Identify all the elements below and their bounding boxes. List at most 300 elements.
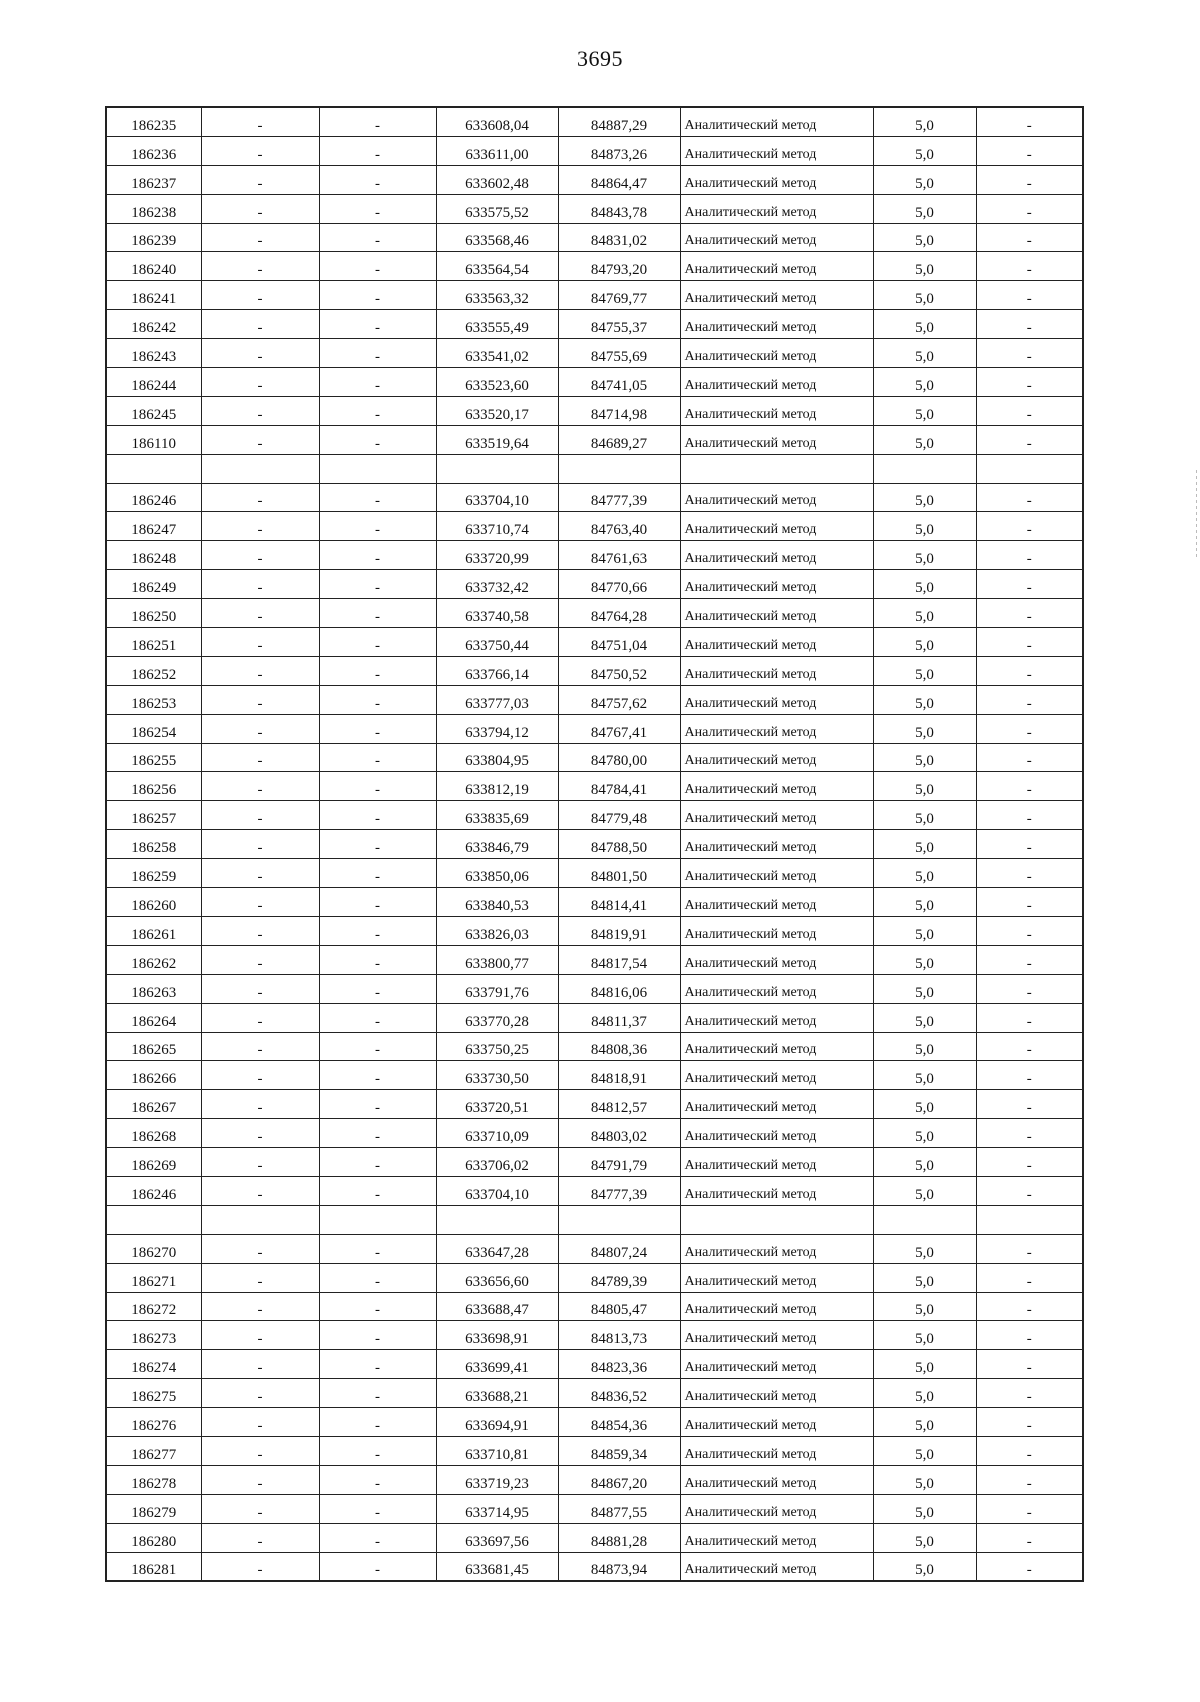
method-cell: Аналитический метод <box>680 801 873 830</box>
method-cell: Аналитический метод <box>680 107 873 136</box>
point-id-cell: 186243 <box>106 339 201 368</box>
method-cell: Аналитический метод <box>680 1263 873 1292</box>
dash-cell: - <box>201 483 319 512</box>
accuracy-cell: 5,0 <box>873 368 976 397</box>
empty-cell <box>976 454 1083 483</box>
dash-cell: - <box>976 1552 1083 1581</box>
point-id-cell: 186237 <box>106 165 201 194</box>
method-cell: Аналитический метод <box>680 1523 873 1552</box>
point-id-cell: 186265 <box>106 1032 201 1061</box>
point-id-cell: 186259 <box>106 859 201 888</box>
point-id-cell: 186275 <box>106 1379 201 1408</box>
dash-cell: - <box>201 1350 319 1379</box>
method-cell: Аналитический метод <box>680 1148 873 1177</box>
dash-cell: - <box>976 1061 1083 1090</box>
table-row <box>106 194 1083 223</box>
point-id-cell: 186252 <box>106 656 201 685</box>
table-row <box>106 1523 1083 1552</box>
dash-cell: - <box>319 945 436 974</box>
dash-cell: - <box>976 1119 1083 1148</box>
accuracy-cell: 5,0 <box>873 165 976 194</box>
point-id-cell: 186258 <box>106 830 201 859</box>
method-cell: Аналитический метод <box>680 541 873 570</box>
x-coordinate-cell: 633719,23 <box>436 1465 558 1494</box>
dash-cell: - <box>319 483 436 512</box>
accuracy-cell: 5,0 <box>873 339 976 368</box>
dash-cell: - <box>201 541 319 570</box>
dash-cell: - <box>319 541 436 570</box>
method-cell: Аналитический метод <box>680 859 873 888</box>
method-cell: Аналитический метод <box>680 223 873 252</box>
separator-row <box>106 1205 1083 1234</box>
dash-cell: - <box>319 888 436 917</box>
method-cell: Аналитический метод <box>680 281 873 310</box>
table-row <box>106 628 1083 657</box>
table-row <box>106 570 1083 599</box>
x-coordinate-cell: 633575,52 <box>436 194 558 223</box>
empty-cell <box>976 1205 1083 1234</box>
accuracy-cell: 5,0 <box>873 425 976 454</box>
dash-cell: - <box>319 1263 436 1292</box>
x-coordinate-cell: 633704,10 <box>436 483 558 512</box>
method-cell: Аналитический метод <box>680 1061 873 1090</box>
y-coordinate-cell: 84803,02 <box>558 1119 680 1148</box>
method-cell: Аналитический метод <box>680 136 873 165</box>
y-coordinate-cell: 84805,47 <box>558 1292 680 1321</box>
point-id-cell: 186247 <box>106 512 201 541</box>
table-row <box>106 830 1083 859</box>
dash-cell: - <box>319 1061 436 1090</box>
method-cell: Аналитический метод <box>680 1234 873 1263</box>
point-id-cell: 186271 <box>106 1263 201 1292</box>
dash-cell: - <box>201 368 319 397</box>
accuracy-cell: 5,0 <box>873 1350 976 1379</box>
empty-cell <box>436 1205 558 1234</box>
method-cell: Аналитический метод <box>680 339 873 368</box>
method-cell: Аналитический метод <box>680 165 873 194</box>
y-coordinate-cell: 84770,66 <box>558 570 680 599</box>
dash-cell: - <box>201 1119 319 1148</box>
table-row <box>106 1552 1083 1581</box>
dash-cell: - <box>976 281 1083 310</box>
accuracy-cell: 5,0 <box>873 1090 976 1119</box>
table-row <box>106 1032 1083 1061</box>
point-id-cell: 186280 <box>106 1523 201 1552</box>
x-coordinate-cell: 633732,42 <box>436 570 558 599</box>
y-coordinate-cell: 84791,79 <box>558 1148 680 1177</box>
y-coordinate-cell: 84793,20 <box>558 252 680 281</box>
dash-cell: - <box>201 223 319 252</box>
dash-cell: - <box>201 281 319 310</box>
dash-cell: - <box>201 656 319 685</box>
dash-cell: - <box>319 830 436 859</box>
point-id-cell: 186241 <box>106 281 201 310</box>
table-row <box>106 425 1083 454</box>
x-coordinate-cell: 633688,21 <box>436 1379 558 1408</box>
accuracy-cell: 5,0 <box>873 628 976 657</box>
x-coordinate-cell: 633804,95 <box>436 743 558 772</box>
dash-cell: - <box>319 1003 436 1032</box>
y-coordinate-cell: 84854,36 <box>558 1408 680 1437</box>
dash-cell: - <box>976 396 1083 425</box>
x-coordinate-cell: 633800,77 <box>436 945 558 974</box>
y-coordinate-cell: 84881,28 <box>558 1523 680 1552</box>
point-id-cell: 186268 <box>106 1119 201 1148</box>
empty-cell <box>106 454 201 483</box>
dash-cell: - <box>976 252 1083 281</box>
accuracy-cell: 5,0 <box>873 1465 976 1494</box>
y-coordinate-cell: 84812,57 <box>558 1090 680 1119</box>
table-row <box>106 165 1083 194</box>
table-row <box>106 281 1083 310</box>
y-coordinate-cell: 84859,34 <box>558 1436 680 1465</box>
table-row <box>106 1176 1083 1205</box>
method-cell: Аналитический метод <box>680 628 873 657</box>
table-row <box>106 801 1083 830</box>
dash-cell: - <box>319 107 436 136</box>
dash-cell: - <box>976 685 1083 714</box>
method-cell: Аналитический метод <box>680 368 873 397</box>
separator-row <box>106 454 1083 483</box>
dash-cell: - <box>976 656 1083 685</box>
x-coordinate-cell: 633523,60 <box>436 368 558 397</box>
table-row <box>106 599 1083 628</box>
table-row <box>106 136 1083 165</box>
dash-cell: - <box>319 974 436 1003</box>
x-coordinate-cell: 633777,03 <box>436 685 558 714</box>
point-id-cell: 186244 <box>106 368 201 397</box>
point-id-cell: 186267 <box>106 1090 201 1119</box>
dash-cell: - <box>319 685 436 714</box>
method-cell: Аналитический метод <box>680 1292 873 1321</box>
accuracy-cell: 5,0 <box>873 1176 976 1205</box>
accuracy-cell: 5,0 <box>873 1552 976 1581</box>
dash-cell: - <box>976 570 1083 599</box>
y-coordinate-cell: 84807,24 <box>558 1234 680 1263</box>
dash-cell: - <box>319 512 436 541</box>
point-id-cell: 186269 <box>106 1148 201 1177</box>
empty-cell <box>319 1205 436 1234</box>
dash-cell: - <box>319 714 436 743</box>
x-coordinate-cell: 633720,51 <box>436 1090 558 1119</box>
point-id-cell: 186264 <box>106 1003 201 1032</box>
dash-cell: - <box>976 194 1083 223</box>
dash-cell: - <box>976 223 1083 252</box>
dash-cell: - <box>201 945 319 974</box>
y-coordinate-cell: 84817,54 <box>558 945 680 974</box>
dash-cell: - <box>201 830 319 859</box>
dash-cell: - <box>976 1379 1083 1408</box>
y-coordinate-cell: 84811,37 <box>558 1003 680 1032</box>
dash-cell: - <box>319 1090 436 1119</box>
y-coordinate-cell: 84819,91 <box>558 916 680 945</box>
y-coordinate-cell: 84801,50 <box>558 859 680 888</box>
dash-cell: - <box>976 859 1083 888</box>
dash-cell: - <box>201 136 319 165</box>
y-coordinate-cell: 84750,52 <box>558 656 680 685</box>
x-coordinate-cell: 633704,10 <box>436 1176 558 1205</box>
x-coordinate-cell: 633555,49 <box>436 310 558 339</box>
dash-cell: - <box>976 1292 1083 1321</box>
dash-cell: - <box>201 599 319 628</box>
table-row <box>106 223 1083 252</box>
accuracy-cell: 5,0 <box>873 107 976 136</box>
method-cell: Аналитический метод <box>680 1379 873 1408</box>
dash-cell: - <box>319 339 436 368</box>
method-cell: Аналитический метод <box>680 945 873 974</box>
empty-cell <box>680 1205 873 1234</box>
accuracy-cell: 5,0 <box>873 310 976 339</box>
x-coordinate-cell: 633602,48 <box>436 165 558 194</box>
method-cell: Аналитический метод <box>680 1321 873 1350</box>
accuracy-cell: 5,0 <box>873 859 976 888</box>
method-cell: Аналитический метод <box>680 483 873 512</box>
dash-cell: - <box>201 888 319 917</box>
dash-cell: - <box>201 1292 319 1321</box>
dash-cell: - <box>976 1523 1083 1552</box>
table-row <box>106 1234 1083 1263</box>
accuracy-cell: 5,0 <box>873 599 976 628</box>
x-coordinate-cell: 633564,54 <box>436 252 558 281</box>
accuracy-cell: 5,0 <box>873 1148 976 1177</box>
dash-cell: - <box>201 772 319 801</box>
dash-cell: - <box>976 368 1083 397</box>
accuracy-cell: 5,0 <box>873 1523 976 1552</box>
method-cell: Аналитический метод <box>680 1552 873 1581</box>
accuracy-cell: 5,0 <box>873 1321 976 1350</box>
dash-cell: - <box>319 743 436 772</box>
dash-cell: - <box>319 1321 436 1350</box>
y-coordinate-cell: 84784,41 <box>558 772 680 801</box>
table-row <box>106 1148 1083 1177</box>
table-row <box>106 1292 1083 1321</box>
x-coordinate-cell: 633835,69 <box>436 801 558 830</box>
point-id-cell: 186255 <box>106 743 201 772</box>
dash-cell: - <box>976 1234 1083 1263</box>
x-coordinate-cell: 633794,12 <box>436 714 558 743</box>
x-coordinate-cell: 633826,03 <box>436 916 558 945</box>
point-id-cell: 186257 <box>106 801 201 830</box>
point-id-cell: 186274 <box>106 1350 201 1379</box>
point-id-cell: 186273 <box>106 1321 201 1350</box>
table-row <box>106 656 1083 685</box>
dash-cell: - <box>201 743 319 772</box>
empty-cell <box>201 1205 319 1234</box>
dash-cell: - <box>319 252 436 281</box>
dash-cell: - <box>976 1176 1083 1205</box>
accuracy-cell: 5,0 <box>873 888 976 917</box>
table-row <box>106 1119 1083 1148</box>
empty-cell <box>436 454 558 483</box>
table-row <box>106 1436 1083 1465</box>
empty-cell <box>558 1205 680 1234</box>
dash-cell: - <box>976 1408 1083 1437</box>
dash-cell: - <box>201 107 319 136</box>
dash-cell: - <box>201 1148 319 1177</box>
method-cell: Аналитический метод <box>680 1350 873 1379</box>
table-row <box>106 1321 1083 1350</box>
dash-cell: - <box>201 1465 319 1494</box>
dash-cell: - <box>319 570 436 599</box>
dash-cell: - <box>201 1003 319 1032</box>
table-row <box>106 685 1083 714</box>
y-coordinate-cell: 84789,39 <box>558 1263 680 1292</box>
x-coordinate-cell: 633850,06 <box>436 859 558 888</box>
dash-cell: - <box>319 396 436 425</box>
dash-cell: - <box>201 339 319 368</box>
x-coordinate-cell: 633710,09 <box>436 1119 558 1148</box>
dash-cell: - <box>976 136 1083 165</box>
dash-cell: - <box>319 1379 436 1408</box>
method-cell: Аналитический метод <box>680 974 873 1003</box>
method-cell: Аналитический метод <box>680 916 873 945</box>
method-cell: Аналитический метод <box>680 1465 873 1494</box>
dash-cell: - <box>201 859 319 888</box>
empty-cell <box>319 454 436 483</box>
dash-cell: - <box>319 281 436 310</box>
dash-cell: - <box>976 599 1083 628</box>
dash-cell: - <box>319 1032 436 1061</box>
table-row <box>106 107 1083 136</box>
method-cell: Аналитический метод <box>680 1003 873 1032</box>
dash-cell: - <box>201 1408 319 1437</box>
method-cell: Аналитический метод <box>680 888 873 917</box>
dash-cell: - <box>201 310 319 339</box>
y-coordinate-cell: 84836,52 <box>558 1379 680 1408</box>
x-coordinate-cell: 633730,50 <box>436 1061 558 1090</box>
dash-cell: - <box>319 1408 436 1437</box>
accuracy-cell: 5,0 <box>873 916 976 945</box>
x-coordinate-cell: 633791,76 <box>436 974 558 1003</box>
y-coordinate-cell: 84767,41 <box>558 714 680 743</box>
dash-cell: - <box>319 628 436 657</box>
table-body <box>106 107 1083 1581</box>
method-cell: Аналитический метод <box>680 714 873 743</box>
method-cell: Аналитический метод <box>680 772 873 801</box>
table-row <box>106 772 1083 801</box>
point-id-cell: 186253 <box>106 685 201 714</box>
y-coordinate-cell: 84818,91 <box>558 1061 680 1090</box>
x-coordinate-cell: 633568,46 <box>436 223 558 252</box>
dash-cell: - <box>319 425 436 454</box>
dash-cell: - <box>976 974 1083 1003</box>
accuracy-cell: 5,0 <box>873 801 976 830</box>
table-row <box>106 1408 1083 1437</box>
dash-cell: - <box>976 1003 1083 1032</box>
dash-cell: - <box>976 714 1083 743</box>
dash-cell: - <box>201 1234 319 1263</box>
accuracy-cell: 5,0 <box>873 1408 976 1437</box>
dash-cell: - <box>976 1321 1083 1350</box>
dash-cell: - <box>976 107 1083 136</box>
dash-cell: - <box>319 599 436 628</box>
point-id-cell: 186251 <box>106 628 201 657</box>
table-row <box>106 252 1083 281</box>
dash-cell: - <box>976 1350 1083 1379</box>
table-row <box>106 1090 1083 1119</box>
scan-artifact <box>1196 470 1197 560</box>
table-row <box>106 1003 1083 1032</box>
table-row <box>106 1465 1083 1494</box>
accuracy-cell: 5,0 <box>873 974 976 1003</box>
method-cell: Аналитический метод <box>680 743 873 772</box>
x-coordinate-cell: 633714,95 <box>436 1494 558 1523</box>
table-row <box>106 945 1083 974</box>
point-id-cell: 186254 <box>106 714 201 743</box>
dash-cell: - <box>201 714 319 743</box>
method-cell: Аналитический метод <box>680 1119 873 1148</box>
dash-cell: - <box>319 1436 436 1465</box>
x-coordinate-cell: 633541,02 <box>436 339 558 368</box>
accuracy-cell: 5,0 <box>873 1119 976 1148</box>
y-coordinate-cell: 84873,26 <box>558 136 680 165</box>
y-coordinate-cell: 84887,29 <box>558 107 680 136</box>
x-coordinate-cell: 633608,04 <box>436 107 558 136</box>
table-row <box>106 1350 1083 1379</box>
dash-cell: - <box>201 801 319 830</box>
x-coordinate-cell: 633694,91 <box>436 1408 558 1437</box>
point-id-cell: 186277 <box>106 1436 201 1465</box>
y-coordinate-cell: 84764,28 <box>558 599 680 628</box>
accuracy-cell: 5,0 <box>873 714 976 743</box>
accuracy-cell: 5,0 <box>873 1263 976 1292</box>
method-cell: Аналитический метод <box>680 1176 873 1205</box>
dash-cell: - <box>319 859 436 888</box>
accuracy-cell: 5,0 <box>873 396 976 425</box>
dash-cell: - <box>201 1523 319 1552</box>
x-coordinate-cell: 633688,47 <box>436 1292 558 1321</box>
x-coordinate-cell: 633563,32 <box>436 281 558 310</box>
dash-cell: - <box>319 801 436 830</box>
point-id-cell: 186246 <box>106 1176 201 1205</box>
y-coordinate-cell: 84813,73 <box>558 1321 680 1350</box>
x-coordinate-cell: 633840,53 <box>436 888 558 917</box>
method-cell: Аналитический метод <box>680 396 873 425</box>
dash-cell: - <box>319 194 436 223</box>
accuracy-cell: 5,0 <box>873 541 976 570</box>
method-cell: Аналитический метод <box>680 570 873 599</box>
point-id-cell: 186246 <box>106 483 201 512</box>
y-coordinate-cell: 84763,40 <box>558 512 680 541</box>
dash-cell: - <box>976 339 1083 368</box>
dash-cell: - <box>201 396 319 425</box>
dash-cell: - <box>976 1263 1083 1292</box>
point-id-cell: 186281 <box>106 1552 201 1581</box>
dash-cell: - <box>201 252 319 281</box>
accuracy-cell: 5,0 <box>873 252 976 281</box>
y-coordinate-cell: 84755,37 <box>558 310 680 339</box>
accuracy-cell: 5,0 <box>873 1379 976 1408</box>
table-row <box>106 714 1083 743</box>
dash-cell: - <box>201 974 319 1003</box>
point-id-cell: 186256 <box>106 772 201 801</box>
dash-cell: - <box>201 1379 319 1408</box>
dash-cell: - <box>201 425 319 454</box>
accuracy-cell: 5,0 <box>873 483 976 512</box>
point-id-cell: 186260 <box>106 888 201 917</box>
accuracy-cell: 5,0 <box>873 1003 976 1032</box>
x-coordinate-cell: 633519,64 <box>436 425 558 454</box>
y-coordinate-cell: 84864,47 <box>558 165 680 194</box>
dash-cell: - <box>319 1176 436 1205</box>
accuracy-cell: 5,0 <box>873 830 976 859</box>
method-cell: Аналитический метод <box>680 1090 873 1119</box>
accuracy-cell: 5,0 <box>873 512 976 541</box>
dash-cell: - <box>201 1552 319 1581</box>
x-coordinate-cell: 633710,74 <box>436 512 558 541</box>
empty-cell <box>873 1205 976 1234</box>
dash-cell: - <box>201 1436 319 1465</box>
